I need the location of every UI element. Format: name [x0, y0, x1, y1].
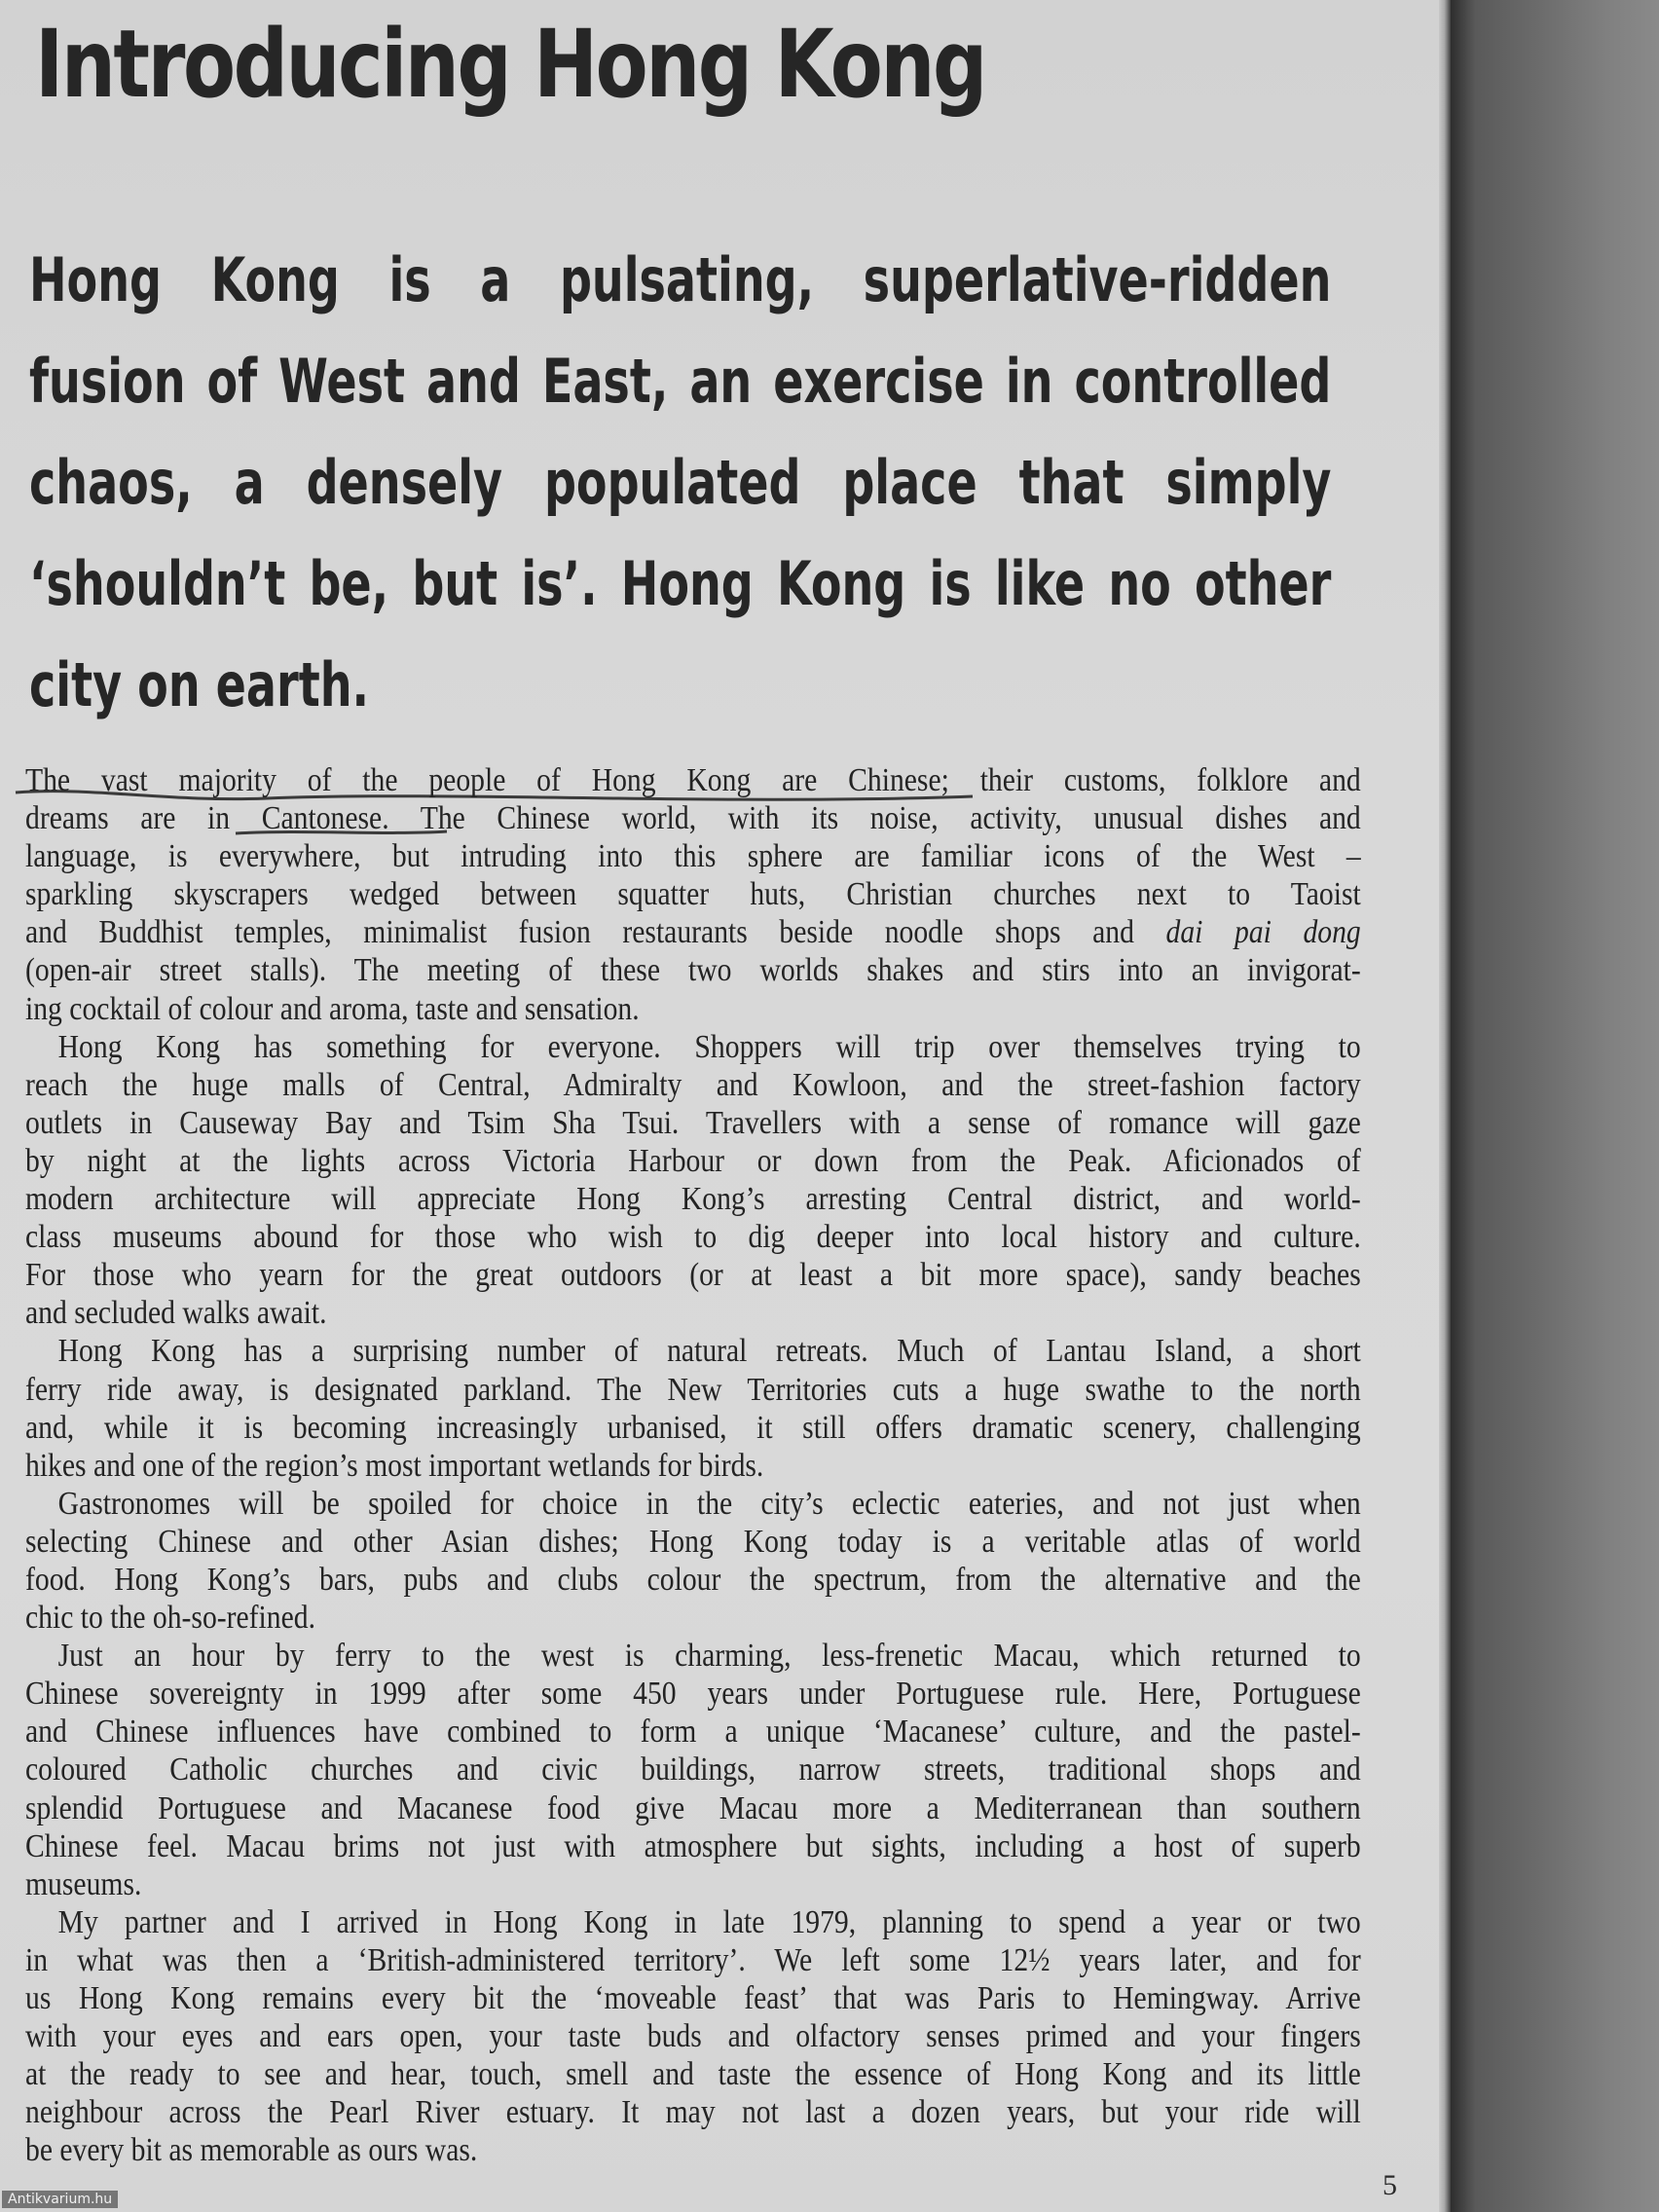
body-line: and Chinese influences have combined to form a unique ‘Macanese’ culture, and the pastel-	[25, 1714, 1361, 1751]
body-line: and secluded walks await.	[25, 1295, 327, 1332]
body-line: Hong Kong has a surprising number of natural retreats. Much of Lantau Island, a short	[57, 1333, 1361, 1370]
background-surface	[1451, 0, 1659, 2212]
body-line: with your eyes and ears open, your taste buds and olfactory senses primed and your fingers	[25, 2018, 1361, 2055]
body-line: class museums abound for those who wish to dig deeper into local history and culture.	[25, 1219, 1361, 1256]
italic-phrase: dai pai dong	[1165, 914, 1361, 951]
body-line: by night at the lights across Victoria Harbour or down from the Peak. Aficionados of	[25, 1142, 1361, 1179]
body-line: Chinese sovereignty in 1999 after some 450 years under Portuguese rule. Here, Portuguese	[25, 1676, 1361, 1713]
watermark: Antikvarium.hu	[2, 2191, 118, 2208]
body-line: Hong Kong has something for everyone. Shoppers will trip over themselves trying to	[57, 1028, 1361, 1065]
lead-paragraph	[29, 230, 1331, 736]
body-line: selecting Chinese and other Asian dishes; Hong Kong today is a veritable atlas of world	[25, 1523, 1361, 1560]
body-line: splendid Portuguese and Macanese food give Macau more a Mediterranean than southern	[25, 1789, 1361, 1826]
body-line: and, while it is becoming increasingly urbanised, it still offers dramatic scenery, challenging	[25, 1409, 1361, 1446]
body-line: My partner and I arrived in Hong Kong in late 1979, planning to spend a year or two	[57, 1903, 1361, 1940]
body-line: outlets in Causeway Bay and Tsim Sha Tsui. Travellers with a sense of romance will gaze	[25, 1104, 1361, 1141]
lead-line: city on earth.	[29, 649, 370, 720]
lead-line: chaos, a densely populated place that simply	[29, 447, 1332, 518]
body-line: coloured Catholic churches and civic buildings, narrow streets, traditional shops and	[25, 1751, 1361, 1788]
body-text	[25, 761, 1361, 2169]
body-line: food. Hong Kong’s bars, pubs and clubs colour the spectrum, from the alternative and the	[25, 1561, 1361, 1598]
body-line: Just an hour by ferry to the west is charming, less-frenetic Macau, which returned to	[57, 1638, 1361, 1675]
body-line: neighbour across the Pearl River estuary. It may not last a dozen years, but your ride will	[25, 2094, 1361, 2131]
body-line: The vast majority of the people of Hong Kong are Chinese; their customs, folklore and	[25, 762, 1361, 798]
body-line: Gastronomes will be spoiled for choice in the city’s eclectic eateries, and not just when	[57, 1485, 1361, 1522]
body-line: Chinese feel. Macau brims not just with atmosphere but sights, including a host of superb	[25, 1827, 1361, 1864]
body-line: be every bit as memorable as ours was.	[25, 2132, 478, 2169]
body-line-text: and Buddhist temples, minimalist fusion restaurants beside noodle shops and	[25, 914, 1134, 951]
lead-line: ‘shouldn’t be, but is’. Hong Kong is like no other	[29, 548, 1332, 619]
body-line: reach the huge malls of Central, Admiralty and Kowloon, and the street-fashion factory	[25, 1066, 1361, 1103]
body-line: dreams are in Cantonese. The Chinese world, with its noise, activity, unusual dishes and	[25, 800, 1361, 837]
lead-line: Hong Kong is a pulsating, superlative-ridden	[29, 244, 1332, 315]
body-line: in what was then a ‘British-administered territory’. We left some 12½ years later, and for	[25, 1941, 1361, 1978]
body-line: chic to the oh-so-refined.	[25, 1600, 316, 1637]
body-line: us Hong Kong remains every bit the ‘moveable feast’ that was Paris to Hemingway. Arrive	[25, 1980, 1361, 2016]
chapter-title: Introducing Hong Kong	[35, 10, 985, 119]
body-line: at the ready to see and hear, touch, smell and taste the essence of Hong Kong and its little	[25, 2056, 1361, 2093]
body-line: (open-air street stalls). The meeting of these two worlds shakes and stirs into an invigorat-	[25, 952, 1361, 989]
body-line: ferry ride away, is designated parkland. The New Territories cuts a huge swathe to the north	[25, 1371, 1361, 1408]
body-line: For those who yearn for the great outdoors (or at least a bit more space), sandy beaches	[25, 1257, 1361, 1294]
body-line: ing cocktail of colour and aroma, taste and sensation.	[25, 990, 640, 1027]
body-line: hikes and one of the region’s most important wetlands for birds.	[25, 1447, 764, 1484]
page-number: 5	[1382, 2169, 1397, 2201]
body-line: modern architecture will appreciate Hong Kong’s arresting Central district, and world-	[25, 1181, 1361, 1218]
body-line: language, is everywhere, but intruding into this sphere are familiar icons of the West –	[25, 838, 1361, 875]
body-line	[25, 913, 1361, 951]
lead-line: fusion of West and East, an exercise in controlled	[29, 346, 1332, 417]
body-line: sparkling skyscrapers wedged between squatter huts, Christian churches next to Taoist	[25, 876, 1361, 913]
body-line: museums.	[25, 1865, 142, 1902]
